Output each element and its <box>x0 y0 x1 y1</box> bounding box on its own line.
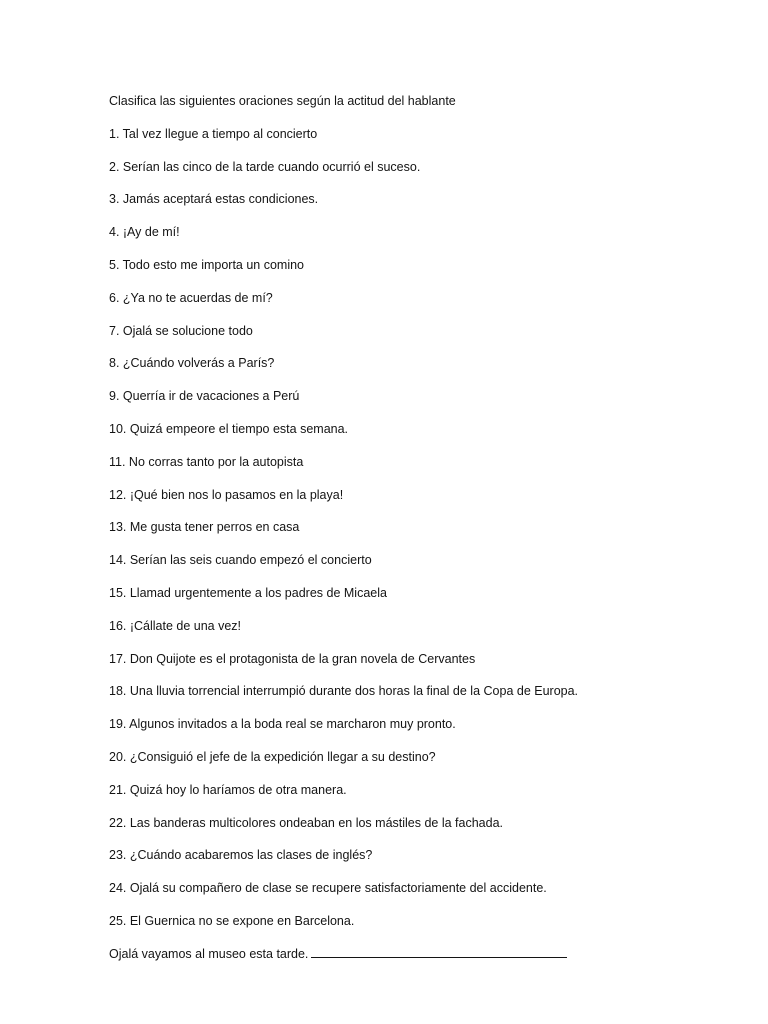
sentence-item: 22. Las banderas multicolores ondeaban en los mástiles de la fachada. <box>109 815 504 830</box>
sentence-list <box>109 124 709 944</box>
sentence-item: 13. Me gusta tener perros en casa <box>109 520 300 535</box>
sentence-item: 18. Una lluvia torrencial interrumpió durante dos horas la final de la Copa de Europa. <box>109 684 579 699</box>
example-line <box>109 944 709 977</box>
sentence-item: 4. ¡Ay de mí! <box>109 225 180 240</box>
worksheet-title: Clasifica las siguientes oraciones según la actitud del hablante <box>109 94 456 108</box>
sentence-item: 19. Algunos invitados a la boda real se marcharon muy pronto. <box>109 717 456 732</box>
sentence-item: 25. El Guernica no se expone en Barcelona. <box>109 913 355 928</box>
sentence-item: 23. ¿Cuándo acabaremos las clases de inglés? <box>109 848 373 863</box>
sentence-item: 21. Quizá hoy lo haríamos de otra manera. <box>109 782 347 797</box>
sentence-item: 14. Serían las seis cuando empezó el concierto <box>109 553 372 568</box>
sentence-item: 12. ¡Qué bien nos lo pasamos en la playa! <box>109 487 344 502</box>
sentence-item: 11. No corras tanto por la autopista <box>109 454 304 469</box>
sentence-item: 3. Jamás aceptará estas condiciones. <box>109 192 319 207</box>
sentence-item: 2. Serían las cinco de la tarde cuando ocurrió el suceso. <box>109 159 421 174</box>
answer-blank <box>311 944 567 958</box>
sentence-item: 8. ¿Cuándo volverás a París? <box>109 356 275 371</box>
sentence-item: 6. ¿Ya no te acuerdas de mí? <box>109 290 273 305</box>
sentence-item: 7. Ojalá se solucione todo <box>109 323 253 338</box>
sentence-item: 20. ¿Consiguió el jefe de la expedición llegar a su destino? <box>109 749 436 764</box>
worksheet <box>109 91 709 977</box>
sentence-item: 15. Llamad urgentemente a los padres de Micaela <box>109 585 387 600</box>
sentence-item: 9. Querría ir de vacaciones a Perú <box>109 389 300 404</box>
sentence-item: 17. Don Quijote es el protagonista de la gran novela de Cervantes <box>109 651 476 666</box>
sentence-item: 24. Ojalá su compañero de clase se recupere satisfactoriamente del accidente. <box>109 881 547 896</box>
sentence-item: 16. ¡Cállate de una vez! <box>109 618 242 633</box>
sentence-item: 5. Todo esto me importa un comino <box>109 257 305 272</box>
sentence-item: 10. Quizá empeore el tiempo esta semana. <box>109 421 349 436</box>
example-sentence: Ojalá vayamos al museo esta tarde. <box>109 946 309 961</box>
sentence-item: 1. Tal vez llegue a tiempo al concierto <box>109 126 318 141</box>
